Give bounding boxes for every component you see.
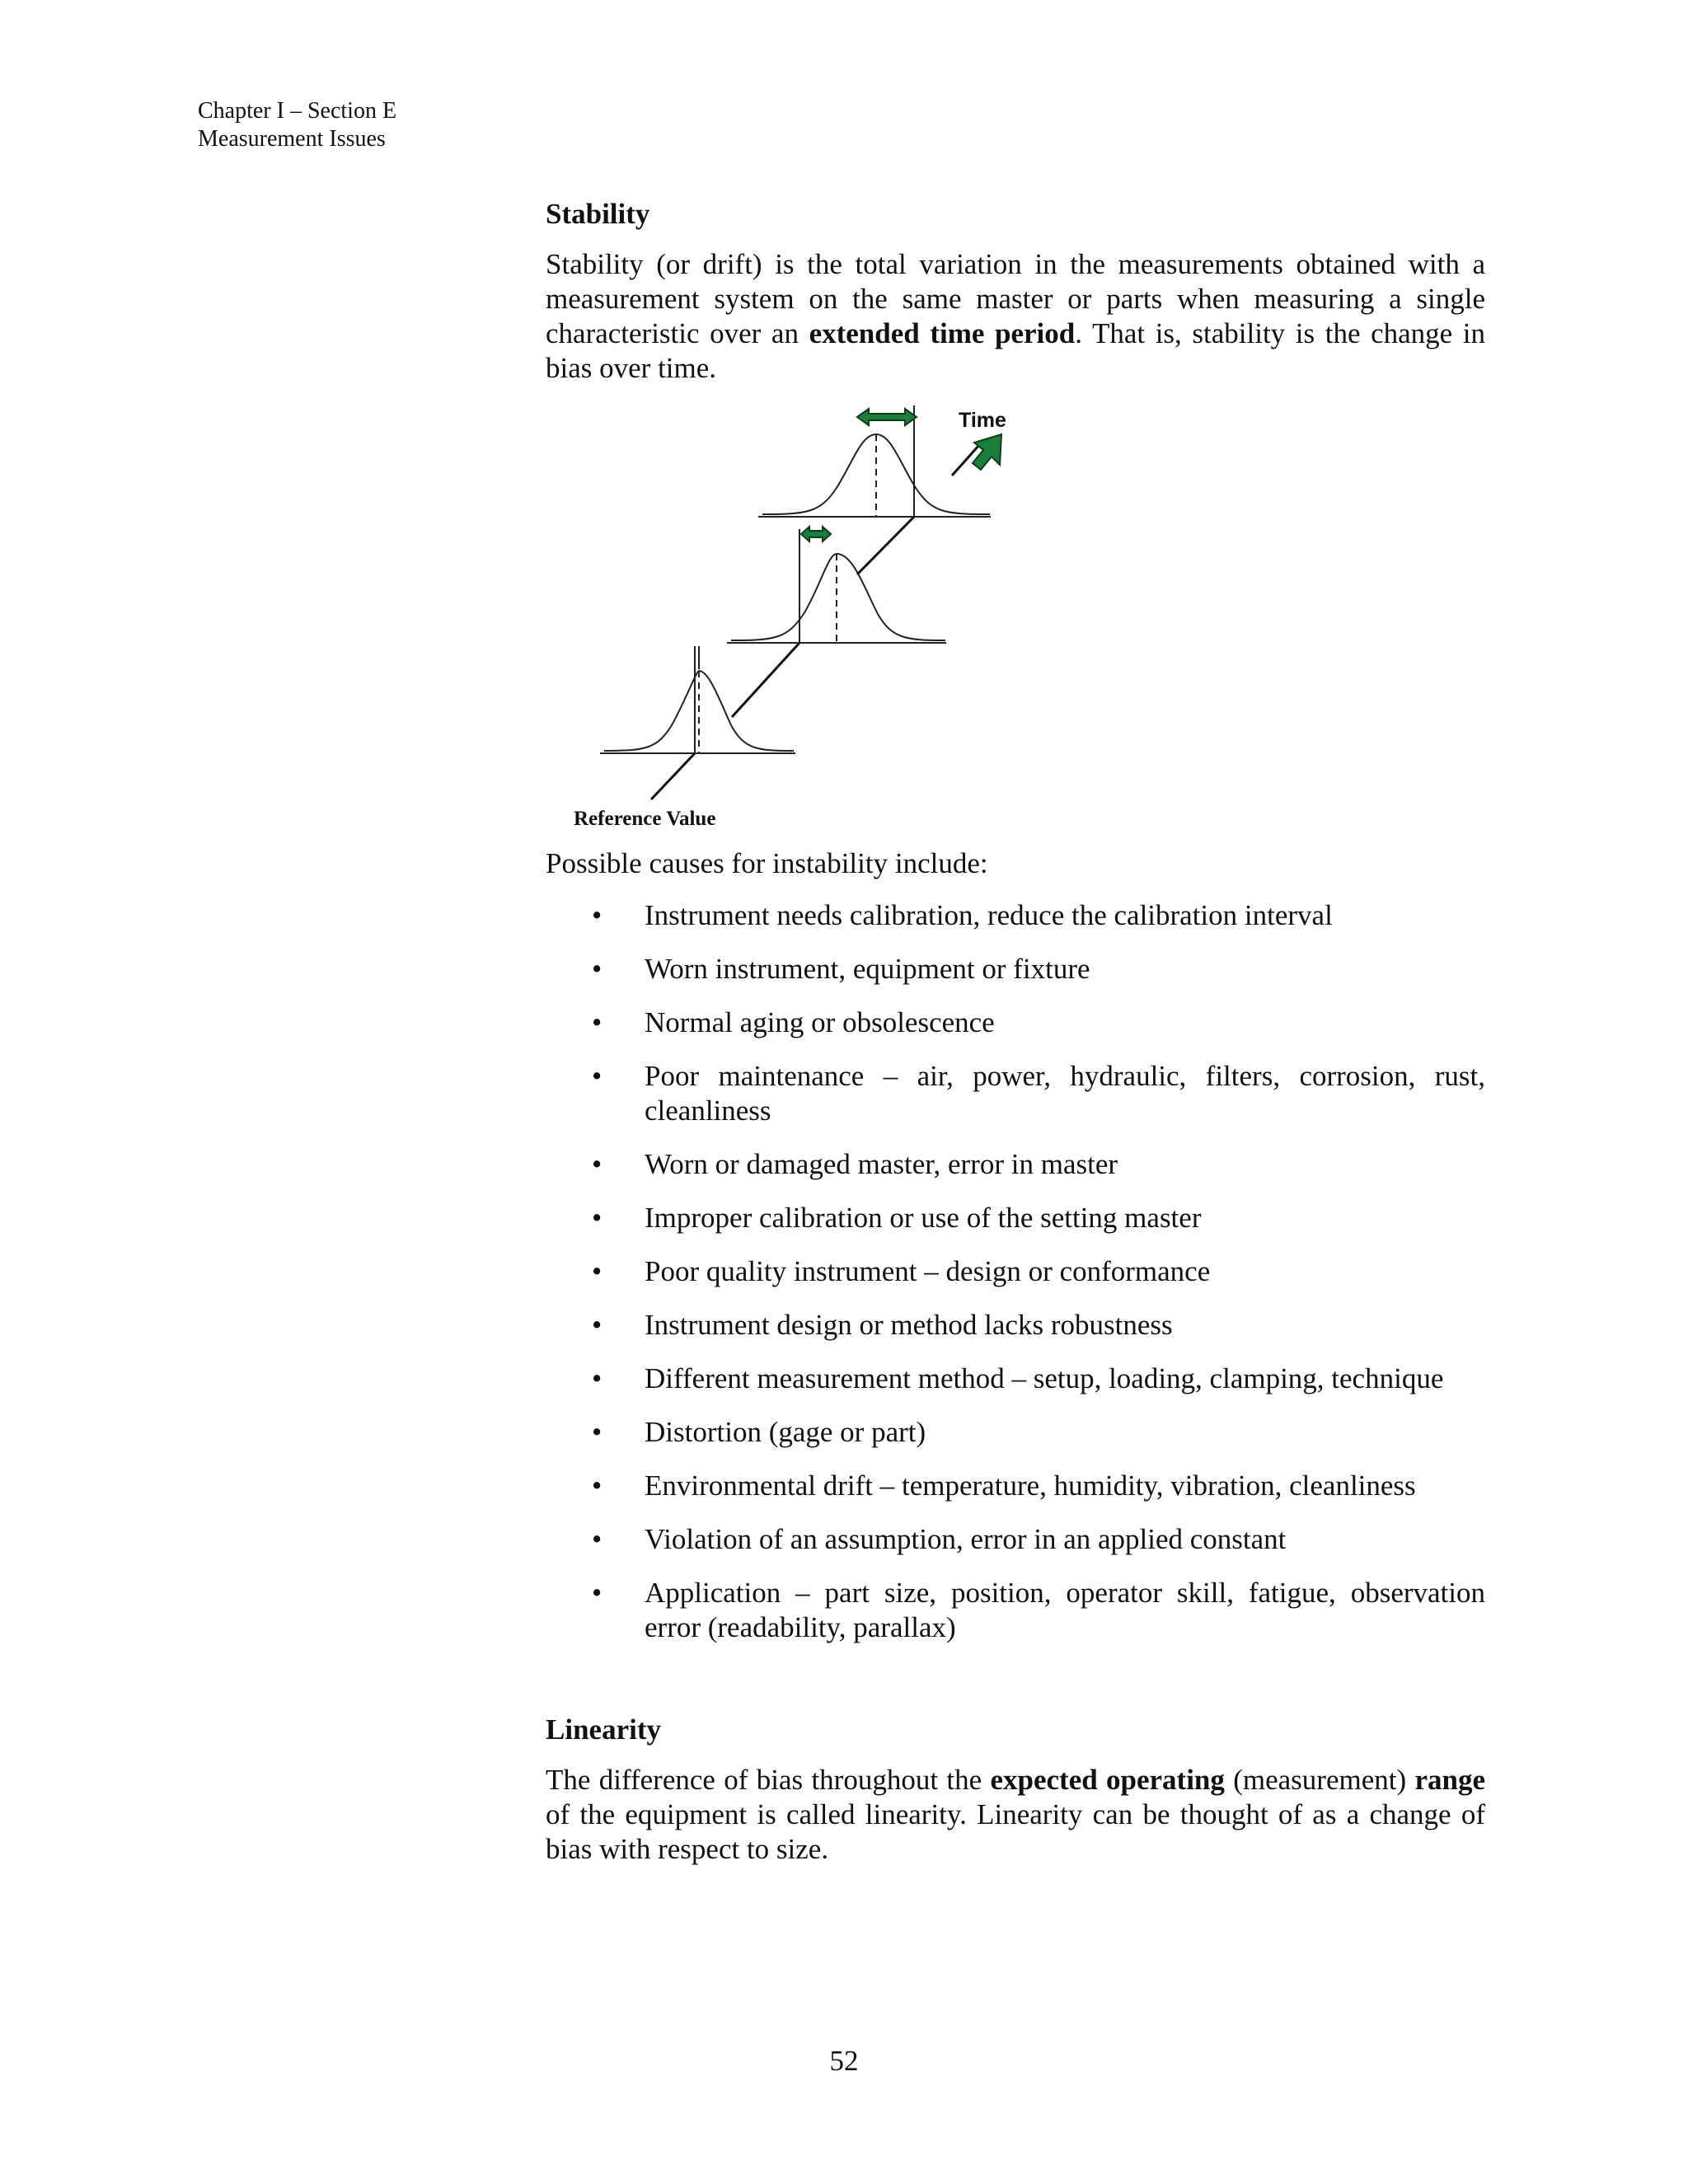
- list-item: • Different measurement method – setup, loading, clamping, technique: [592, 1362, 1444, 1394]
- time-axis: [651, 445, 979, 799]
- distribution-mid: [727, 529, 946, 643]
- bullet-icon: •: [592, 1060, 603, 1092]
- linearity-paragraph: The difference of bias throughout the expected operating (measurement) range of the equipment is called linearity. Linearity can be thought of as a change of bias with respect to size.: [546, 1764, 1485, 1865]
- page-number: 52: [829, 2045, 859, 2077]
- emphasis-extended-time-period: extended time period: [809, 317, 1076, 349]
- reference-value-label: Reference Value: [574, 808, 716, 830]
- bullet-icon: •: [592, 1006, 603, 1038]
- list-item: • Poor quality instrument – design or conformance: [592, 1255, 1211, 1287]
- bias-arrow-large: [857, 409, 917, 425]
- bullet-icon: •: [592, 1416, 603, 1448]
- header-section: Measurement Issues: [198, 126, 386, 152]
- stability-diagram-svg: [544, 397, 1071, 842]
- bullet-icon: •: [592, 899, 603, 931]
- emphasis-range: range: [1414, 1764, 1485, 1796]
- bullet-icon: •: [592, 1309, 603, 1341]
- bullet-icon: •: [592, 1202, 603, 1234]
- stability-diagram: [544, 397, 1071, 842]
- header-chapter: Chapter I – Section E: [198, 98, 397, 124]
- bullet-icon: •: [592, 1523, 603, 1555]
- causes-list: [546, 898, 1485, 1664]
- list-item: • Improper calibration or use of the setting master: [592, 1202, 1202, 1234]
- distribution-late: [758, 405, 991, 517]
- list-item: • Worn instrument, equipment or fixture: [592, 953, 1090, 985]
- list-item: • Violation of an assumption, error in an applied constant: [592, 1523, 1287, 1555]
- list-item: • Application – part size, position, operator skill, fatigue, observation error (readability, parallax): [592, 1577, 1485, 1643]
- emphasis-expected-operating: expected operating: [990, 1764, 1225, 1796]
- bullet-icon: •: [592, 953, 603, 985]
- stability-heading: Stability: [546, 198, 650, 230]
- bullet-icon: •: [592, 1362, 603, 1394]
- bullet-icon: •: [592, 1255, 603, 1287]
- bias-arrow-small: [801, 527, 831, 541]
- bullet-icon: •: [592, 1577, 603, 1609]
- list-item: • Instrument needs calibration, reduce the calibration interval: [592, 899, 1333, 931]
- list-item: • Distortion (gage or part): [592, 1416, 926, 1448]
- list-item: • Instrument design or method lacks robustness: [592, 1309, 1173, 1341]
- stability-paragraph: Stability (or drift) is the total variation in the measurements obtained with a measurement system on the same master or parts when measuring a single characteristic over an extended time period. That is, stability is the change in bias over time.: [546, 248, 1486, 384]
- list-item: • Poor maintenance – air, power, hydraulic, filters, corrosion, rust, cleanliness: [592, 1060, 1485, 1127]
- list-item: • Normal aging or obsolescence: [592, 1006, 995, 1038]
- list-item: • Environmental drift – temperature, humidity, vibration, cleanliness: [592, 1469, 1416, 1502]
- bullet-icon: •: [592, 1469, 603, 1502]
- stability-section: [546, 198, 1485, 386]
- time-arrow: [973, 434, 1001, 470]
- linearity-heading: Linearity: [546, 1713, 661, 1746]
- time-label: Time: [959, 409, 1006, 432]
- causes-intro: Possible causes for instability include:: [546, 847, 988, 879]
- bullet-icon: •: [592, 1148, 603, 1180]
- linearity-section: [546, 1713, 1485, 1867]
- running-header: [198, 97, 396, 153]
- distribution-initial: [600, 646, 795, 753]
- list-item: • Worn or damaged master, error in master: [592, 1148, 1118, 1180]
